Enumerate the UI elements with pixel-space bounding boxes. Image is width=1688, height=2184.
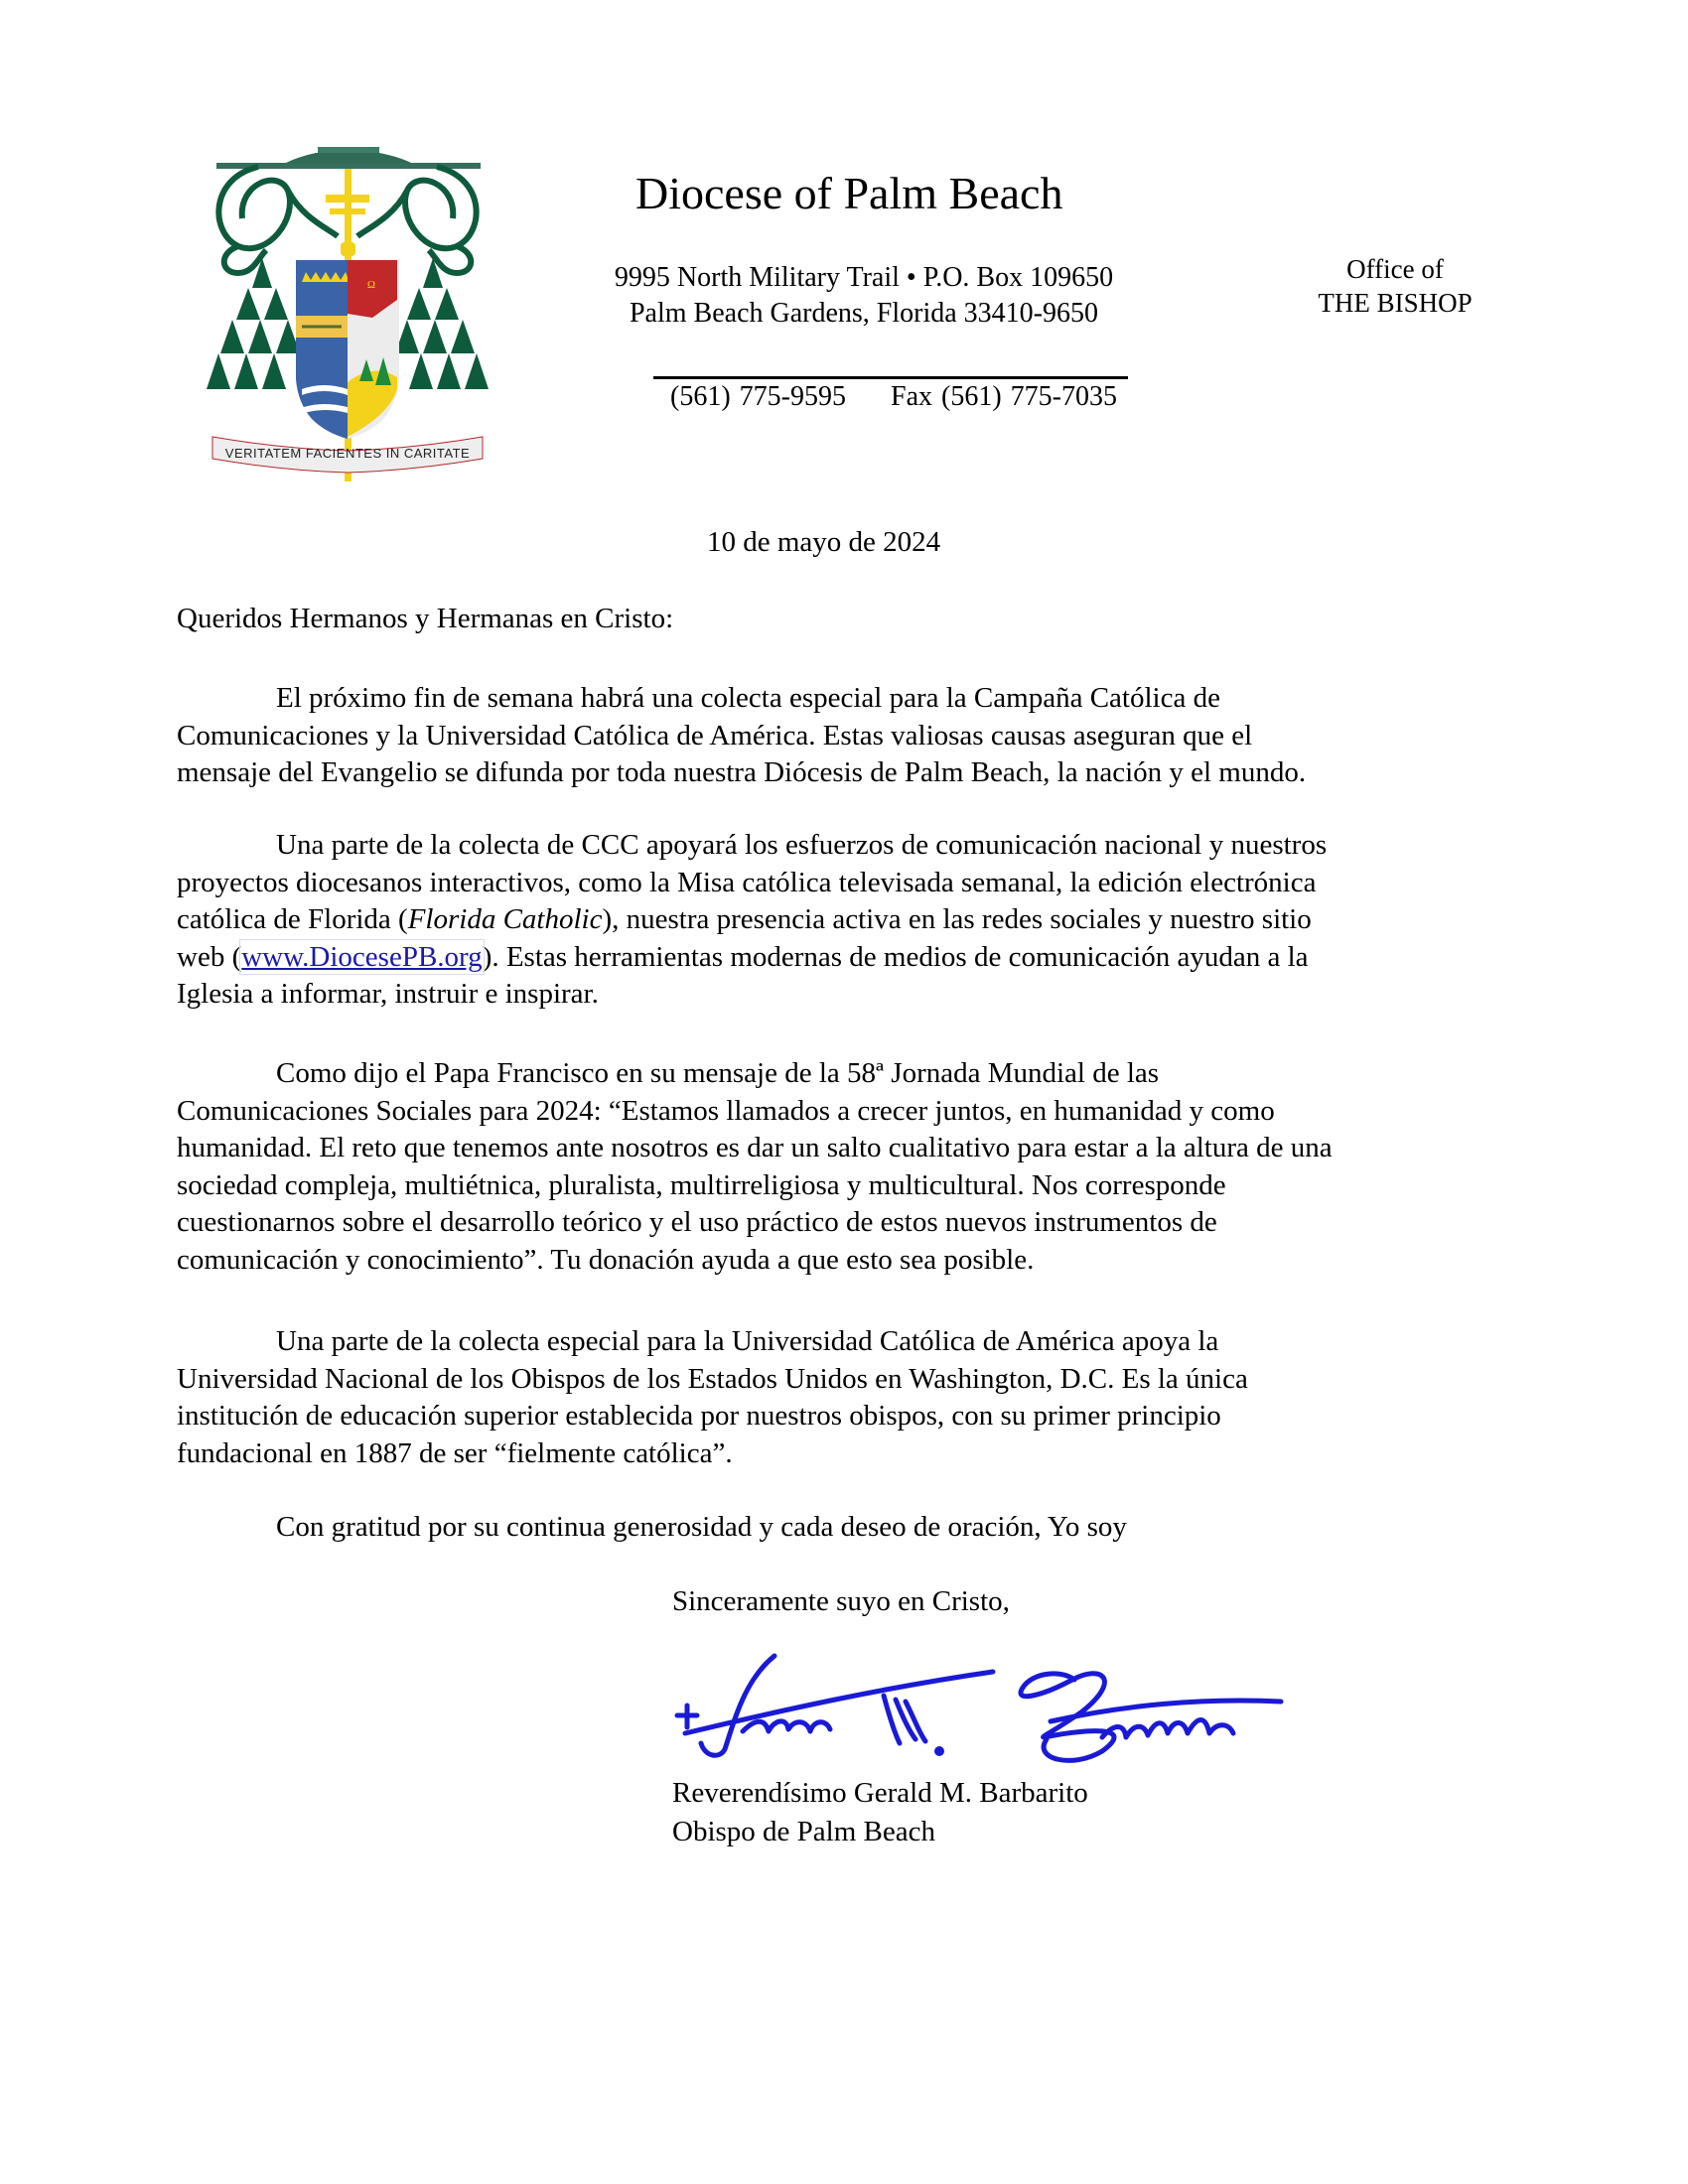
letter-date: 10 de mayo de 2024 <box>707 526 941 558</box>
contact-line <box>556 381 1231 413</box>
text-segment: ). Estas herramientas modernas de medios de comunicación ayudan a la <box>482 940 1309 973</box>
phone-number: (561) 775-9595 <box>670 381 846 412</box>
paragraph-line: fundacional en 1887 de ser “fielmente católica”. <box>177 1436 733 1469</box>
paragraph-line <box>177 939 1507 977</box>
organization-name: Diocese of Palm Beach <box>635 168 1063 218</box>
header-divider <box>653 376 1128 379</box>
paragraph-line: Una parte de la colecta de CCC apoyará los esfuerzos de comunicación nacional y nuestros <box>276 829 1328 861</box>
signer-title: Obispo de Palm Beach <box>672 1816 935 1847</box>
tassels-right <box>395 258 489 389</box>
text-segment: católica de Florida ( <box>177 903 408 935</box>
website-link[interactable]: www.DiocesePB.org <box>241 940 483 973</box>
paragraph-line: humanidad. El reto que tenemos ante nosotros es dar un salto cualitativo para estar a la altura de una <box>177 1132 1333 1163</box>
paragraph-line: Comunicaciones Sociales para 2024: “Estamos llamados a crecer juntos, en humanidad y como <box>177 1094 1275 1127</box>
text-segment: ), nuestra presencia activa en las redes sociales y nuestro sitio <box>602 903 1312 935</box>
address-line-1: 9995 North Military Trail • P.O. Box 109650 <box>614 262 1114 293</box>
paragraph-line: cuestionarnos sobre el desarrollo teórico y el uso práctico de estos nuevos instrumentos de <box>177 1206 1217 1238</box>
paragraph-line: El próximo fin de semana habrá una colecta especial para la Campaña Católica de <box>276 682 1220 714</box>
text-segment: web ( <box>177 940 242 973</box>
svg-text:Ω: Ω <box>366 279 376 291</box>
paragraph-line: Como dijo el Papa Francisco en su mensaje de la 58ª Jornada Mundial de las <box>276 1057 1160 1089</box>
paragraph-line: comunicación y conocimiento”. Tu donación ayuda a que esto sea posible. <box>177 1243 1035 1276</box>
paragraph-line: Universidad Nacional de los Obispos de los Estados Unidos en Washington, D.C. Es la única <box>177 1362 1248 1395</box>
svg-text:VERITATEM FACIENTES IN CARITAT: VERITATEM FACIENTES IN CARITATE <box>224 446 471 461</box>
paragraph-line: Una parte de la colecta especial para la Universidad Católica de América apoya la <box>276 1325 1219 1357</box>
paragraph-4 <box>177 1323 1507 1472</box>
fax-number: Fax (561) 775-7035 <box>891 381 1117 412</box>
coat-of-arms-icon <box>199 139 496 486</box>
paragraph-line: Comunicaciones y la Universidad Católica de América. Estas valiosas causas aseguran que el <box>177 719 1253 751</box>
paragraph-line <box>177 901 1507 939</box>
paragraph-3 <box>177 1055 1507 1279</box>
office-line-2: THE BISHOP <box>1318 288 1473 318</box>
publication-name: Florida Catholic <box>407 903 603 935</box>
signer-block <box>672 1774 1088 1851</box>
paragraph-line: Iglesia a informar, instruir e inspirar. <box>177 978 599 1010</box>
paragraph-line: proyectos diocesanos interactivos, como la Misa católica televisada semanal, la edición electrónica <box>177 866 1317 898</box>
paragraph-line: institución de educación superior establecida por nuestros obispos, con su primer principio <box>177 1400 1221 1432</box>
office-line-1: Office of <box>1346 254 1444 284</box>
paragraph-line: mensaje del Evangelio se difunda por toda nuestra Diócesis de Palm Beach, la nación y el mundo. <box>177 756 1307 788</box>
salutation: Queridos Hermanos y Hermanas en Cristo: <box>177 603 674 634</box>
address-line-2: Palm Beach Gardens, Florida 33410-9650 <box>629 298 1099 329</box>
sign-off: Sinceramente suyo en Cristo, <box>672 1585 1010 1617</box>
paragraph-1 <box>177 680 1507 792</box>
closing-line: Con gratitud por su continua generosidad y cada deseo de oración, Yo soy <box>276 1511 1127 1543</box>
signer-name: Reverendísimo Gerald M. Barbarito <box>672 1777 1088 1809</box>
handwritten-signature-icon <box>665 1640 1311 1769</box>
office-block <box>1261 252 1529 320</box>
tassels-left <box>207 258 300 389</box>
paragraph-2 <box>177 827 1507 1014</box>
shield-icon <box>296 260 399 439</box>
address-block <box>556 260 1172 332</box>
paragraph-line: sociedad compleja, multiétnica, pluralista, multirreligiosa y multicultural. Nos corresponde <box>177 1168 1226 1201</box>
